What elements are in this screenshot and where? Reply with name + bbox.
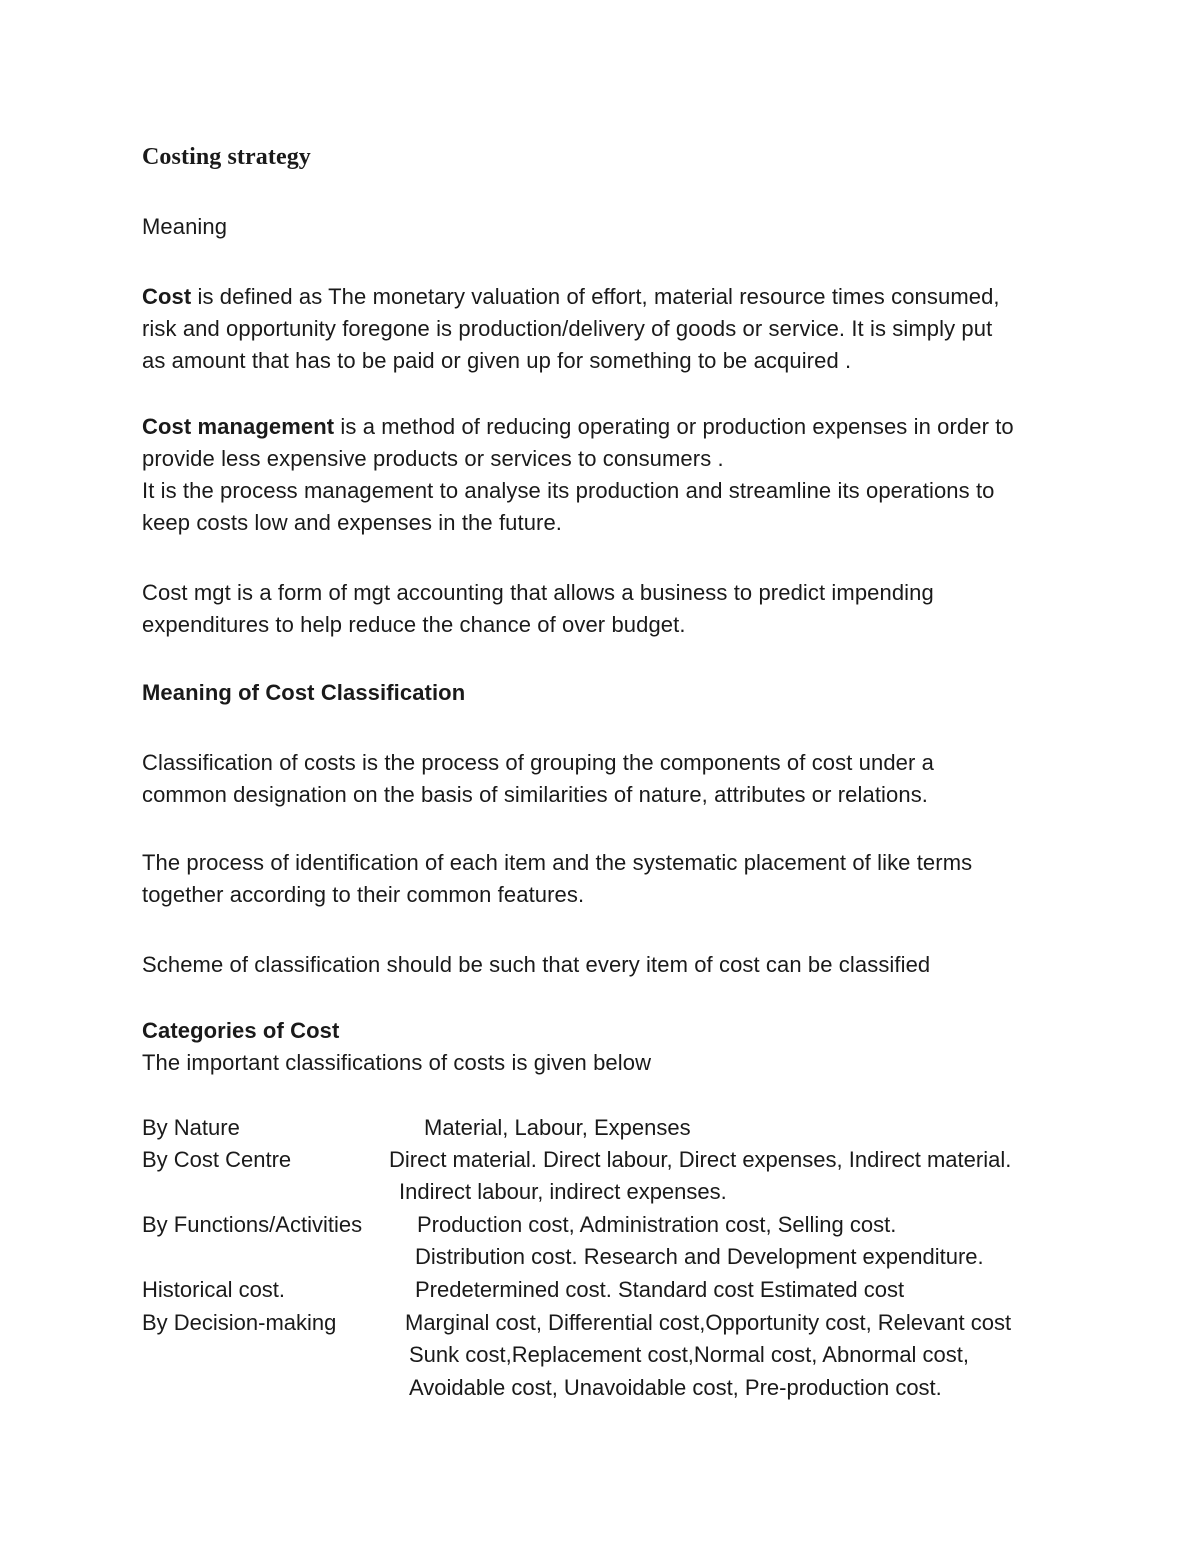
category-values-decision-1: Marginal cost, Differential cost,Opportunity cost, Relevant cost (405, 1310, 1012, 1335)
classification-para1-line-2: common designation on the basis of similarities of nature, attributes or relations. (142, 782, 929, 807)
category-label-decision: By Decision-making (142, 1310, 337, 1335)
category-values-decision-3: Avoidable cost, Unavoidable cost, Pre-production cost. (409, 1375, 942, 1400)
category-values-cost-centre-2: Indirect labour, indirect expenses. (399, 1179, 727, 1204)
cost-management-line-1 (142, 411, 1014, 443)
categories-heading: Categories of Cost (142, 1018, 340, 1043)
classification-para1-line-1: Classification of costs is the process of grouping the components of cost under a (142, 750, 934, 775)
cost-management-line-3: It is the process management to analyse its production and streamline its operations to (142, 478, 995, 503)
cost-management-term: Cost management (142, 414, 335, 439)
document-title: Costing strategy (142, 144, 311, 170)
category-values-cost-centre-1: Direct material. Direct labour, Direct expenses, Indirect material. (389, 1147, 1012, 1172)
category-label-nature: By Nature (142, 1115, 240, 1140)
category-values-functions-1: Production cost, Administration cost, Selling cost. (417, 1212, 897, 1237)
category-label-functions: By Functions/Activities (142, 1212, 363, 1237)
cost-definition-text: is defined as The monetary valuation of effort, material resource times consumed, (191, 284, 1000, 309)
cost-management-line-2: provide less expensive products or services to consumers . (142, 446, 724, 471)
cost-definition-line-3: as amount that has to be paid or given up for something to be acquired . (142, 348, 852, 373)
cost-term: Cost (142, 284, 192, 309)
category-values-historical: Predetermined cost. Standard cost Estimated cost (415, 1277, 905, 1302)
category-values-decision-2: Sunk cost,Replacement cost,Normal cost, Abnormal cost, (409, 1342, 970, 1367)
classification-para2-line-2: together according to their common features. (142, 882, 585, 907)
category-values-functions-2: Distribution cost. Research and Development expenditure. (415, 1244, 984, 1269)
classification-heading: Meaning of Cost Classification (142, 680, 466, 705)
category-label-cost-centre: By Cost Centre (142, 1147, 292, 1172)
classification-para3: Scheme of classification should be such that every item of cost can be classified (142, 952, 931, 977)
classification-para2-line-1: The process of identification of each item and the systematic placement of like terms (142, 850, 973, 875)
category-values-nature: Material, Labour, Expenses (424, 1115, 691, 1140)
cost-mgt-line-1: Cost mgt is a form of mgt accounting that allows a business to predict impending (142, 580, 934, 605)
cost-management-line-4: keep costs low and expenses in the future. (142, 510, 563, 535)
categories-intro: The important classifications of costs is given below (142, 1050, 652, 1075)
cost-definition-line-1 (142, 281, 1000, 313)
category-label-historical: Historical cost. (142, 1277, 286, 1302)
cost-mgt-line-2: expenditures to help reduce the chance of over budget. (142, 612, 686, 637)
meaning-label: Meaning (142, 214, 228, 239)
cost-management-text: is a method of reducing operating or production expenses in order to (334, 414, 1014, 439)
cost-definition-line-2: risk and opportunity foregone is production/delivery of goods or service. It is simply put (142, 316, 993, 341)
